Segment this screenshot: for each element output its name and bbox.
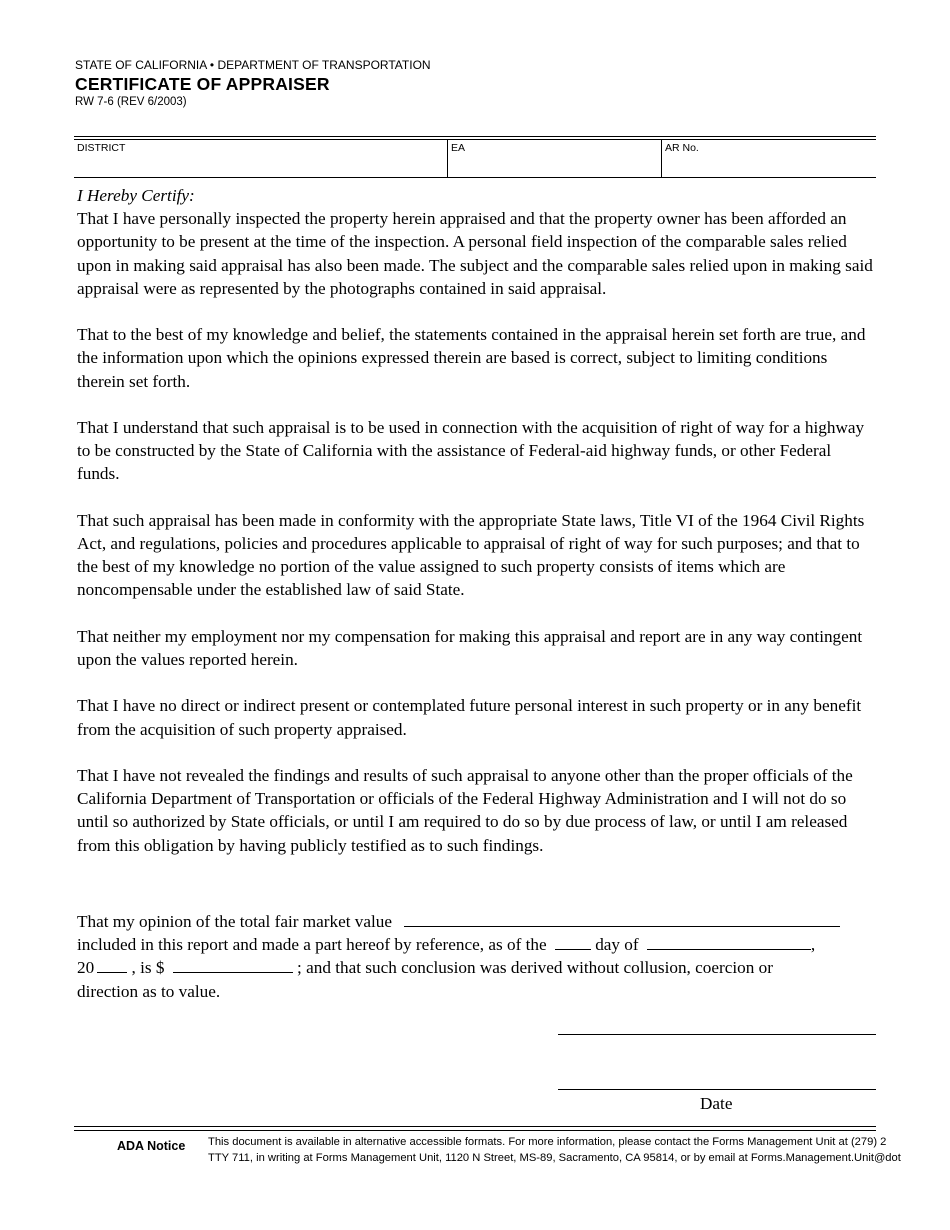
opinion-text: , is $ <box>131 958 165 978</box>
date-label: Date <box>700 1094 733 1113</box>
signature-line[interactable] <box>558 1034 876 1035</box>
ar-number-field[interactable] <box>661 140 876 177</box>
table-top-rule <box>74 136 876 137</box>
certification-paragraph: That neither my employment nor my compensation for making this appraisal and report are in any way contingent upon the values reported herein. <box>77 626 863 669</box>
ar-number-label: AR No. <box>665 142 699 154</box>
month-blank[interactable] <box>647 933 811 950</box>
certification-paragraph: That I have no direct or indirect present or contemplated future personal interest in such property or in any benefit from the acquisition of such property appraised. <box>77 696 862 739</box>
fair-market-value-blank[interactable] <box>404 910 840 927</box>
opinion-line-2 <box>77 933 877 956</box>
district-field[interactable] <box>74 140 447 177</box>
agency-name: STATE OF CALIFORNIA • DEPARTMENT OF TRANSPORTATION <box>75 58 431 72</box>
ada-notice-label: ADA Notice <box>117 1139 186 1153</box>
opinion-statement <box>77 910 877 1003</box>
ada-notice-line: This document is available in alternative accessible formats. For more information, please contact the Forms Management Unit at (279) 2 <box>208 1136 887 1148</box>
opinion-text: That my opinion of the total fair market value <box>77 912 393 931</box>
certify-heading: I Hereby Certify: <box>77 186 195 205</box>
certification-paragraph: That I understand that such appraisal is to be used in connection with the acquisition of right of way for a highway to be constructed by the State of California with the assistance of Federal-aid highway funds, or other Federal funds. <box>77 418 865 484</box>
certification-paragraph: That I have not revealed the findings and results of such appraisal to anyone other than the proper officials of the California Department of Transportation or officials of the Federal Highway Administration and I will not do so until so authorized by State officials, or until I am required to do so by due process of law, or until I am released from this obligation by having publicly testified as to such findings. <box>77 765 853 855</box>
footer-rule-inner <box>74 1130 876 1131</box>
table-bottom-rule <box>74 177 876 178</box>
opinion-line-3 <box>77 956 877 979</box>
district-label: DISTRICT <box>77 142 126 154</box>
opinion-text: 20 <box>77 958 95 978</box>
certification-paragraph: That such appraisal has been made in conformity with the appropriate State laws, Title VI of the 1964 Civil Rights Act, and regulations, policies and procedures applicable to appraisal of right of way for such purposes; and that to the best of my knowledge no portion of the value assigned to such property consists of items which are noncompensable under the established law of said State. <box>77 510 865 600</box>
ea-label: EA <box>451 142 466 154</box>
opinion-text: included in this report and made a part hereof by reference, as of the <box>77 935 547 955</box>
footer-rule <box>74 1126 876 1127</box>
form-number: RW 7-6 (REV 6/2003) <box>75 96 187 108</box>
header-fields-table <box>74 136 876 178</box>
ada-notice-text <box>208 1135 950 1166</box>
opinion-text: ; and that such conclusion was derived without collusion, coercion or <box>297 958 773 978</box>
opinion-text: day of <box>595 935 639 955</box>
amount-blank[interactable] <box>173 956 293 973</box>
date-line[interactable] <box>558 1089 876 1090</box>
day-blank[interactable] <box>555 933 591 950</box>
certification-body <box>77 184 877 880</box>
year-blank[interactable] <box>97 956 127 973</box>
form-title: CERTIFICATE OF APPRAISER <box>75 74 330 94</box>
ea-field[interactable] <box>447 140 661 177</box>
certification-paragraph: That I have personally inspected the property herein appraised and that the property owner has been afforded an opportunity to be present at the time of the inspection. A personal field inspection of the comparable sales relied upon in making said appraisal has also been made. The subject and the comparable sales relied upon in making said appraisal were as represented by the photographs contained in said appraisal. <box>77 209 873 298</box>
certification-paragraph: That to the best of my knowledge and belief, the statements contained in the appraisal herein set forth are true, and the information upon which the opinions expressed therein are based is correct, subject to limiting conditions therein set forth. <box>77 325 866 391</box>
ada-notice-line: TTY 711, in writing at Forms Management Unit, 1120 N Street, MS-89, Sacramento, CA 95814, or by email at Forms.Management.Unit@dot <box>208 1151 901 1164</box>
opinion-line-4: direction as to value. <box>77 981 221 1001</box>
opinion-text: , <box>810 935 816 955</box>
opinion-line-1 <box>77 910 877 933</box>
